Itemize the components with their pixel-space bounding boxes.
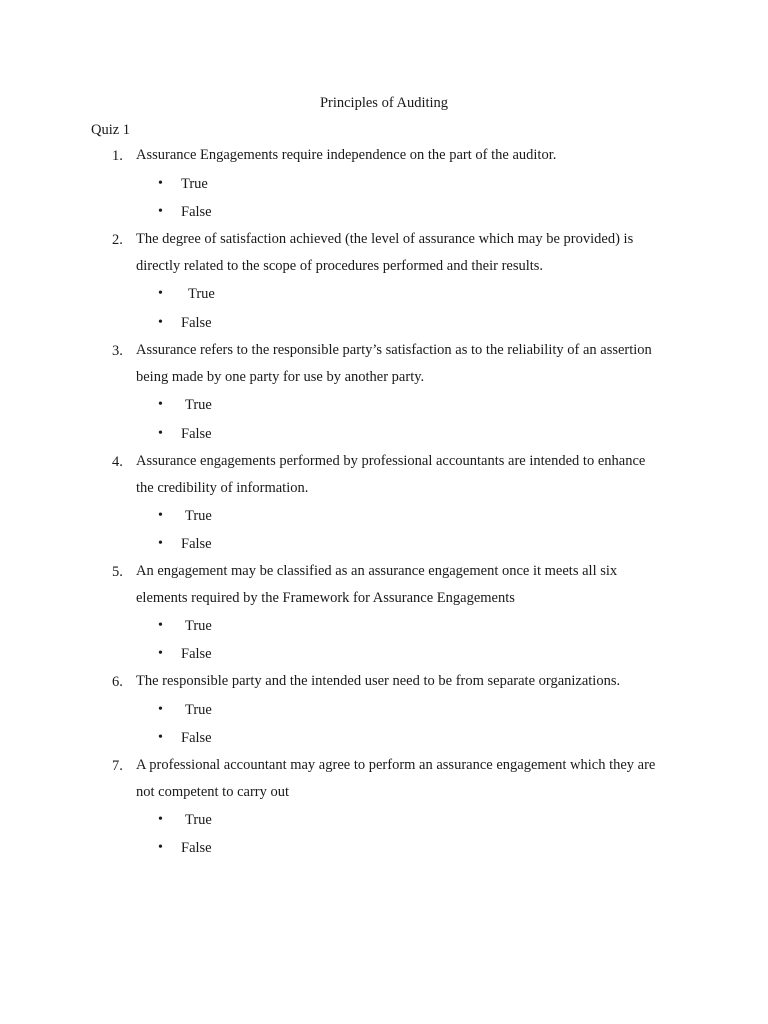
bullet-icon: • <box>158 176 163 191</box>
bullet-icon: • <box>158 286 163 301</box>
option-label: True <box>185 812 212 828</box>
question-text-line-2: the credibility of information. <box>136 480 309 496</box>
option-true <box>0 616 768 636</box>
option-false <box>0 424 768 444</box>
option-label: True <box>185 702 212 718</box>
question-number: 5. <box>112 564 123 580</box>
bullet-icon: • <box>158 646 163 661</box>
question-text: Assurance Engagements require independence on the part of the auditor. <box>136 147 557 163</box>
question-text-line-2: directly related to the scope of procedures performed and their results. <box>136 258 544 274</box>
bullet-icon: • <box>158 702 163 717</box>
option-label: True <box>185 508 212 524</box>
bullet-icon: • <box>158 536 163 551</box>
option-false <box>0 534 768 554</box>
option-false <box>0 838 768 858</box>
question-number: 2. <box>112 232 123 248</box>
option-label: False <box>181 315 212 331</box>
option-label: False <box>181 426 212 442</box>
question-text-line-1: An engagement may be classified as an assurance engagement once it meets all six <box>136 563 618 579</box>
question-text-line-1: Assurance engagements performed by professional accountants are intended to enhance <box>136 453 646 469</box>
bullet-icon: • <box>158 397 163 412</box>
question-text-line-2: being made by one party for use by another party. <box>136 369 425 385</box>
option-false <box>0 644 768 664</box>
option-label: True <box>188 286 215 302</box>
option-true <box>0 700 768 720</box>
question-number: 6. <box>112 674 123 690</box>
bullet-icon: • <box>158 426 163 441</box>
option-label: False <box>181 646 212 662</box>
bullet-icon: • <box>158 840 163 855</box>
question-number: 3. <box>112 343 123 359</box>
option-false <box>0 202 768 222</box>
option-label: True <box>185 618 212 634</box>
option-true <box>0 284 768 304</box>
document-title: Principles of Auditing <box>319 95 449 111</box>
question-text: The responsible party and the intended user need to be from separate organizations. <box>136 673 621 689</box>
bullet-icon: • <box>158 315 163 330</box>
question-text-line-1: A professional accountant may agree to perform an assurance engagement which they are <box>136 757 656 773</box>
question-number: 4. <box>112 454 123 470</box>
bullet-icon: • <box>158 508 163 523</box>
question-text-line-1: Assurance refers to the responsible party’s satisfaction as to the reliability of an assertion <box>136 342 652 358</box>
bullet-icon: • <box>158 812 163 827</box>
question-number: 7. <box>112 758 123 774</box>
option-true <box>0 174 768 194</box>
bullet-icon: • <box>158 730 163 745</box>
option-label: True <box>181 176 208 192</box>
question-text-line-2: not competent to carry out <box>136 784 290 800</box>
option-label: False <box>181 840 212 856</box>
option-true <box>0 395 768 415</box>
question-text-line-2: elements required by the Framework for Assurance Engagements <box>136 590 515 606</box>
option-label: False <box>181 204 212 220</box>
bullet-icon: • <box>158 204 163 219</box>
option-label: False <box>181 536 212 552</box>
question-number: 1. <box>112 148 123 164</box>
option-label: True <box>185 397 212 413</box>
option-false <box>0 728 768 748</box>
option-true <box>0 810 768 830</box>
option-true <box>0 506 768 526</box>
bullet-icon: • <box>158 618 163 633</box>
quiz-label: Quiz 1 <box>91 122 131 138</box>
question-text-line-1: The degree of satisfaction achieved (the level of assurance which may be provided) is <box>136 231 634 247</box>
option-label: False <box>181 730 212 746</box>
option-false <box>0 313 768 333</box>
